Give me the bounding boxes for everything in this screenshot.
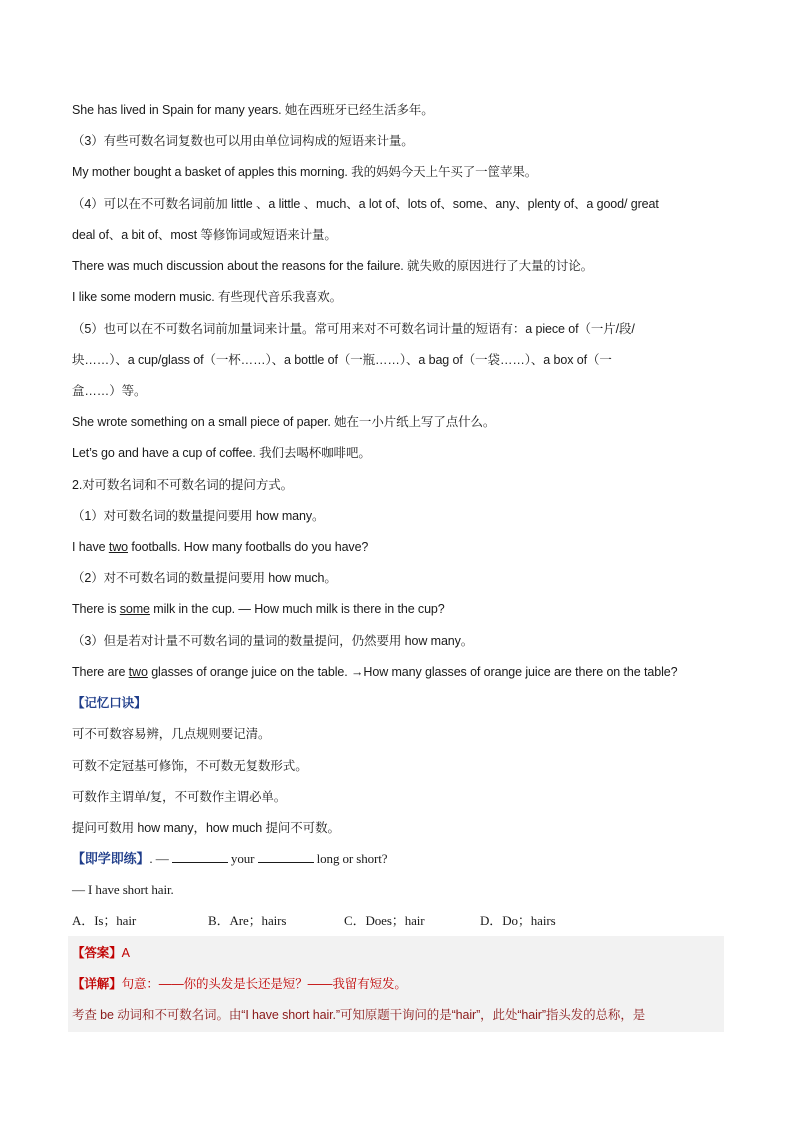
practice-options xyxy=(72,912,726,930)
memory-line: 提问可数用 how many，how much 提问不可数。 xyxy=(72,821,340,835)
option-a: A．Is；hair xyxy=(72,913,137,928)
question-rule-3: （3）但是若对计量不可数名词的量词的数量提问，仍然要用 how many。 xyxy=(72,634,474,648)
detail-text: 句意：——你的头发是长还是短？——我留有短发。 xyxy=(121,977,407,991)
answer-label: 【答案】 xyxy=(72,946,122,960)
explanation-line: 考查 be 动词和不可数名词。由“I have short hair.”可知原题干询问的是“hair”，此处“hair”指头发的总称，是 xyxy=(72,1008,646,1022)
answer-value: A xyxy=(121,946,130,960)
memory-line: 可数不定冠基可修饰，不可数无复数形式。 xyxy=(72,759,308,773)
example-sentence: I like some modern music. 有些现代音乐我喜欢。 xyxy=(72,290,343,304)
underlined-word: some xyxy=(119,602,150,616)
memory-line: 可数作主谓单/复，不可数作主谓必单。 xyxy=(72,790,287,804)
underlined-word: two xyxy=(128,665,148,679)
answer-blank-1 xyxy=(172,851,228,863)
rule-point-5: （5）也可以在不可数名词前加量词来计量。常可用来对不可数名词计量的短语有：a piece of（一片/段/ xyxy=(72,322,635,336)
answer-blank-2 xyxy=(258,851,314,863)
rule-point-3: （3）有些可数名词复数也可以用由单位词构成的短语来计量。 xyxy=(72,134,414,148)
underlined-word: two xyxy=(108,540,128,554)
detail-label: 【详解】 xyxy=(72,977,122,991)
question-rule-1: （1）对可数名词的数量提问要用 how many。 xyxy=(72,509,325,523)
example-sentence: Let’s go and have a cup of coffee. 我们去喝杯咖啡吧。 xyxy=(72,446,371,460)
example-sentence: She has lived in Spain for many years. 她在西班牙已经生活多年。 xyxy=(72,103,434,117)
rule-point-5-cont: 块……）、a cup/glass of（一杯……）、a bottle of（一瓶……）、a bag of（一袋……）、a box of（一 xyxy=(72,353,612,367)
example-sentence: There was much discussion about the reasons for the failure. 就失败的原因进行了大量的讨论。 xyxy=(72,259,594,273)
example-sentence: I have two footballs. How many footballs do you have? xyxy=(72,540,369,554)
question-rule-2: （2）对不可数名词的数量提问要用 how much。 xyxy=(72,571,337,585)
example-sentence: My mother bought a basket of apples this morning. 我的妈妈今天上午买了一筐苹果。 xyxy=(72,165,538,179)
option-c: C．Does；hair xyxy=(344,913,425,928)
rule-point-5-cont: 盒……）等。 xyxy=(72,384,147,398)
practice-question: 【即学即练】. — your long or short? xyxy=(72,851,388,866)
memory-line: 可不可数容易辨，几点规则要记清。 xyxy=(72,727,271,741)
memory-heading: 【记忆口诀】 xyxy=(72,696,147,710)
option-d: D．Do；hairs xyxy=(480,913,556,928)
rule-point-4: （4）可以在不可数名词前加 little 、a little 、much、a lot of、lots of、some、any、plenty of、a good/ great xyxy=(72,197,659,211)
answer-line xyxy=(72,944,726,962)
option-b: B．Are；hairs xyxy=(208,913,287,928)
example-sentence: There are two glasses of orange juice on the table. →How many glasses of orange juice are there on the table? xyxy=(72,665,678,679)
example-sentence: There is some milk in the cup. — How much milk is there in the cup? xyxy=(72,602,445,616)
detail-line xyxy=(72,975,726,993)
section-heading: 2.对可数名词和不可数名词的提问方式。 xyxy=(72,478,294,492)
practice-heading: 【即学即练】 xyxy=(72,851,150,866)
practice-reply: — I have short hair. xyxy=(72,882,174,897)
example-sentence: She wrote something on a small piece of paper. 她在一小片纸上写了点什么。 xyxy=(72,415,496,429)
rule-point-4-cont: deal of、a bit of、most 等修饰词或短语来计量。 xyxy=(72,228,337,242)
